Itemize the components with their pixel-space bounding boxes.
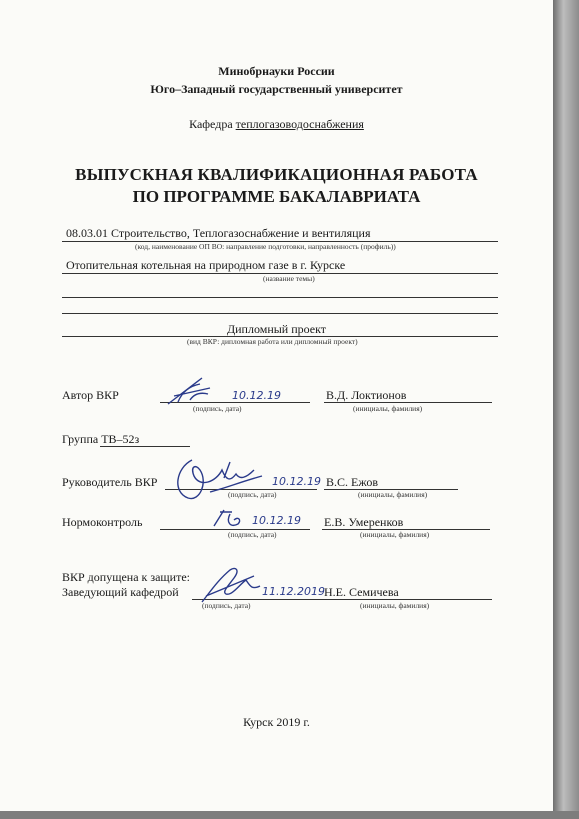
supervisor-date: 10.12.19 <box>272 475 321 488</box>
supervisor-sig-caption: (подпись, дата) <box>228 490 277 499</box>
topic-caption: (название темы) <box>263 274 315 283</box>
admission-name: Н.Е. Семичева <box>324 585 399 599</box>
supervisor-label: Руководитель ВКР <box>62 475 158 489</box>
document-title-line1: ВЫПУСКНАЯ КВАЛИФИКАЦИОННАЯ РАБОТА <box>75 165 478 184</box>
topic-value: Отопительная котельная на природном газе в г. Курске <box>66 258 346 272</box>
admission-name-line <box>322 599 492 600</box>
admission-signature <box>196 562 266 606</box>
admission-sig-caption: (подпись, дата) <box>202 601 251 610</box>
ministry-name: Минобрнауки России <box>218 64 335 78</box>
supervisor-name: В.С. Ежов <box>326 475 378 489</box>
document-title-line2: ПО ПРОГРАММЕ БАКАЛАВРИАТА <box>132 187 421 206</box>
head-of-department-label: Заведующий кафедрой <box>62 585 179 599</box>
department-line <box>0 117 553 132</box>
author-sig-caption: (подпись, дата) <box>193 404 242 413</box>
department-name: теплогазоводоснабжения <box>235 117 364 131</box>
admission-name-caption: (инициалы, фамилия) <box>360 601 430 610</box>
program-caption: (код, наименование ОП ВО: направление подготовки, направленность (профиль)) <box>135 242 396 251</box>
admission-date: 11.12.2019 <box>262 585 325 598</box>
normcontrol-name-caption: (инициалы, фамилия) <box>360 530 430 539</box>
city-year: Курск 2019 г. <box>243 715 310 729</box>
author-date: 10.12.19 <box>232 389 281 402</box>
scan-bottom-edge <box>0 811 579 819</box>
group-line <box>62 432 139 447</box>
work-type-value: Дипломный проект <box>226 322 327 336</box>
group-value: ТВ–52з <box>101 432 140 446</box>
author-label: Автор ВКР <box>62 388 119 402</box>
normcontrol-label: Нормоконтроль <box>62 515 143 529</box>
university-name: Юго–Западный государственный университет <box>150 82 403 96</box>
normcontrol-name: Е.В. Умеренков <box>324 515 404 529</box>
topic-line-3 <box>62 313 498 314</box>
group-label: Группа <box>62 432 99 446</box>
admission-label: ВКР допущена к защите: <box>62 570 190 584</box>
author-name-line <box>324 402 492 403</box>
normcontrol-sig-caption: (подпись, дата) <box>228 530 277 539</box>
program-value: 08.03.01 Строительство, Теплогазоснабжение и вентиляция <box>66 226 371 240</box>
supervisor-name-caption: (инициалы, фамилия) <box>358 490 428 499</box>
normcontrol-signature <box>210 506 250 532</box>
author-signature <box>160 374 220 408</box>
work-type-caption: (вид ВКР: дипломная работа или дипломный проект) <box>187 337 358 346</box>
department-prefix: Кафедра <box>189 117 233 131</box>
author-name-caption: (инициалы, фамилия) <box>353 404 423 413</box>
author-name: В.Д. Локтионов <box>326 388 407 402</box>
topic-line-2 <box>62 297 498 298</box>
group-underline <box>100 446 190 447</box>
normcontrol-date: 10.12.19 <box>252 514 301 527</box>
scan-page-edge <box>553 0 579 819</box>
